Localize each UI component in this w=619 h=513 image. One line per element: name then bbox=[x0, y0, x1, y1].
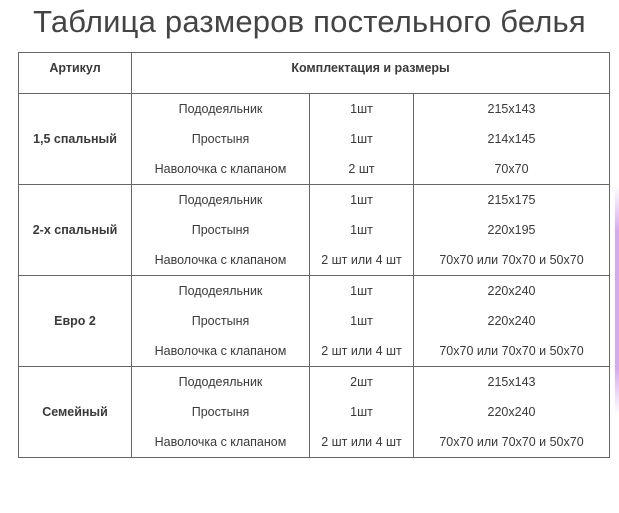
item-qty: 1шт bbox=[350, 284, 373, 298]
table-row bbox=[19, 94, 610, 185]
table-row bbox=[19, 276, 610, 367]
item-size: 70х70 bbox=[494, 162, 529, 176]
qty-cell bbox=[310, 185, 414, 276]
item-cell bbox=[132, 185, 310, 276]
article-cell: 1,5 спальный bbox=[19, 94, 132, 185]
item-size: 220х240 bbox=[487, 314, 536, 328]
item-name: Наволочка с клапаном bbox=[154, 435, 287, 449]
item-name: Простыня bbox=[191, 223, 250, 237]
item-qty: 1шт bbox=[350, 314, 373, 328]
item-size: 215х175 bbox=[487, 193, 536, 207]
decorative-side-bar bbox=[615, 186, 619, 414]
size-cell bbox=[414, 94, 610, 185]
item-name: Пододеяльник bbox=[178, 102, 263, 116]
article-cell: Евро 2 bbox=[19, 276, 132, 367]
item-size: 220х195 bbox=[487, 223, 536, 237]
article-cell: Семейный bbox=[19, 367, 132, 458]
item-qty: 2 шт или 4 шт bbox=[321, 435, 402, 449]
item-name: Пододеяльник bbox=[178, 375, 263, 389]
item-qty: 1шт bbox=[350, 102, 373, 116]
item-cell bbox=[132, 94, 310, 185]
item-size: 215х143 bbox=[487, 375, 536, 389]
item-size: 214х145 bbox=[487, 132, 536, 146]
item-qty: 2 шт bbox=[348, 162, 375, 176]
qty-cell bbox=[310, 367, 414, 458]
item-size: 220х240 bbox=[487, 405, 536, 419]
item-size: 70х70 или 70х70 и 50х70 bbox=[439, 253, 584, 267]
item-qty: 2шт bbox=[350, 375, 373, 389]
item-qty: 1шт bbox=[350, 132, 373, 146]
item-size: 215х143 bbox=[487, 102, 536, 116]
header-kit: Комплектация и размеры bbox=[132, 53, 610, 94]
item-qty: 2 шт или 4 шт bbox=[321, 253, 402, 267]
item-name: Наволочка с клапаном bbox=[154, 162, 287, 176]
table-header-row bbox=[19, 53, 610, 94]
item-size: 70х70 или 70х70 и 50х70 bbox=[439, 344, 584, 358]
item-name: Простыня bbox=[191, 314, 250, 328]
size-cell bbox=[414, 367, 610, 458]
item-name: Простыня bbox=[191, 132, 250, 146]
item-name: Пододеяльник bbox=[178, 284, 263, 298]
item-name: Наволочка с клапаном bbox=[154, 253, 287, 267]
header-article: Артикул bbox=[19, 53, 132, 94]
item-size: 70х70 или 70х70 и 50х70 bbox=[439, 435, 584, 449]
page-title: Таблица размеров постельного белья bbox=[33, 4, 586, 39]
item-cell bbox=[132, 367, 310, 458]
table-row bbox=[19, 367, 610, 458]
item-qty: 1шт bbox=[350, 223, 373, 237]
item-name: Наволочка с клапаном bbox=[154, 344, 287, 358]
item-qty: 2 шт или 4 шт bbox=[321, 344, 402, 358]
item-name: Пододеяльник bbox=[178, 193, 263, 207]
item-cell bbox=[132, 276, 310, 367]
qty-cell bbox=[310, 276, 414, 367]
size-cell bbox=[414, 185, 610, 276]
size-table bbox=[18, 52, 610, 458]
table-row bbox=[19, 185, 610, 276]
size-cell bbox=[414, 276, 610, 367]
item-size: 220х240 bbox=[487, 284, 536, 298]
item-name: Простыня bbox=[191, 405, 250, 419]
item-qty: 1шт bbox=[350, 405, 373, 419]
article-cell: 2-х спальный bbox=[19, 185, 132, 276]
item-qty: 1шт bbox=[350, 193, 373, 207]
qty-cell bbox=[310, 94, 414, 185]
